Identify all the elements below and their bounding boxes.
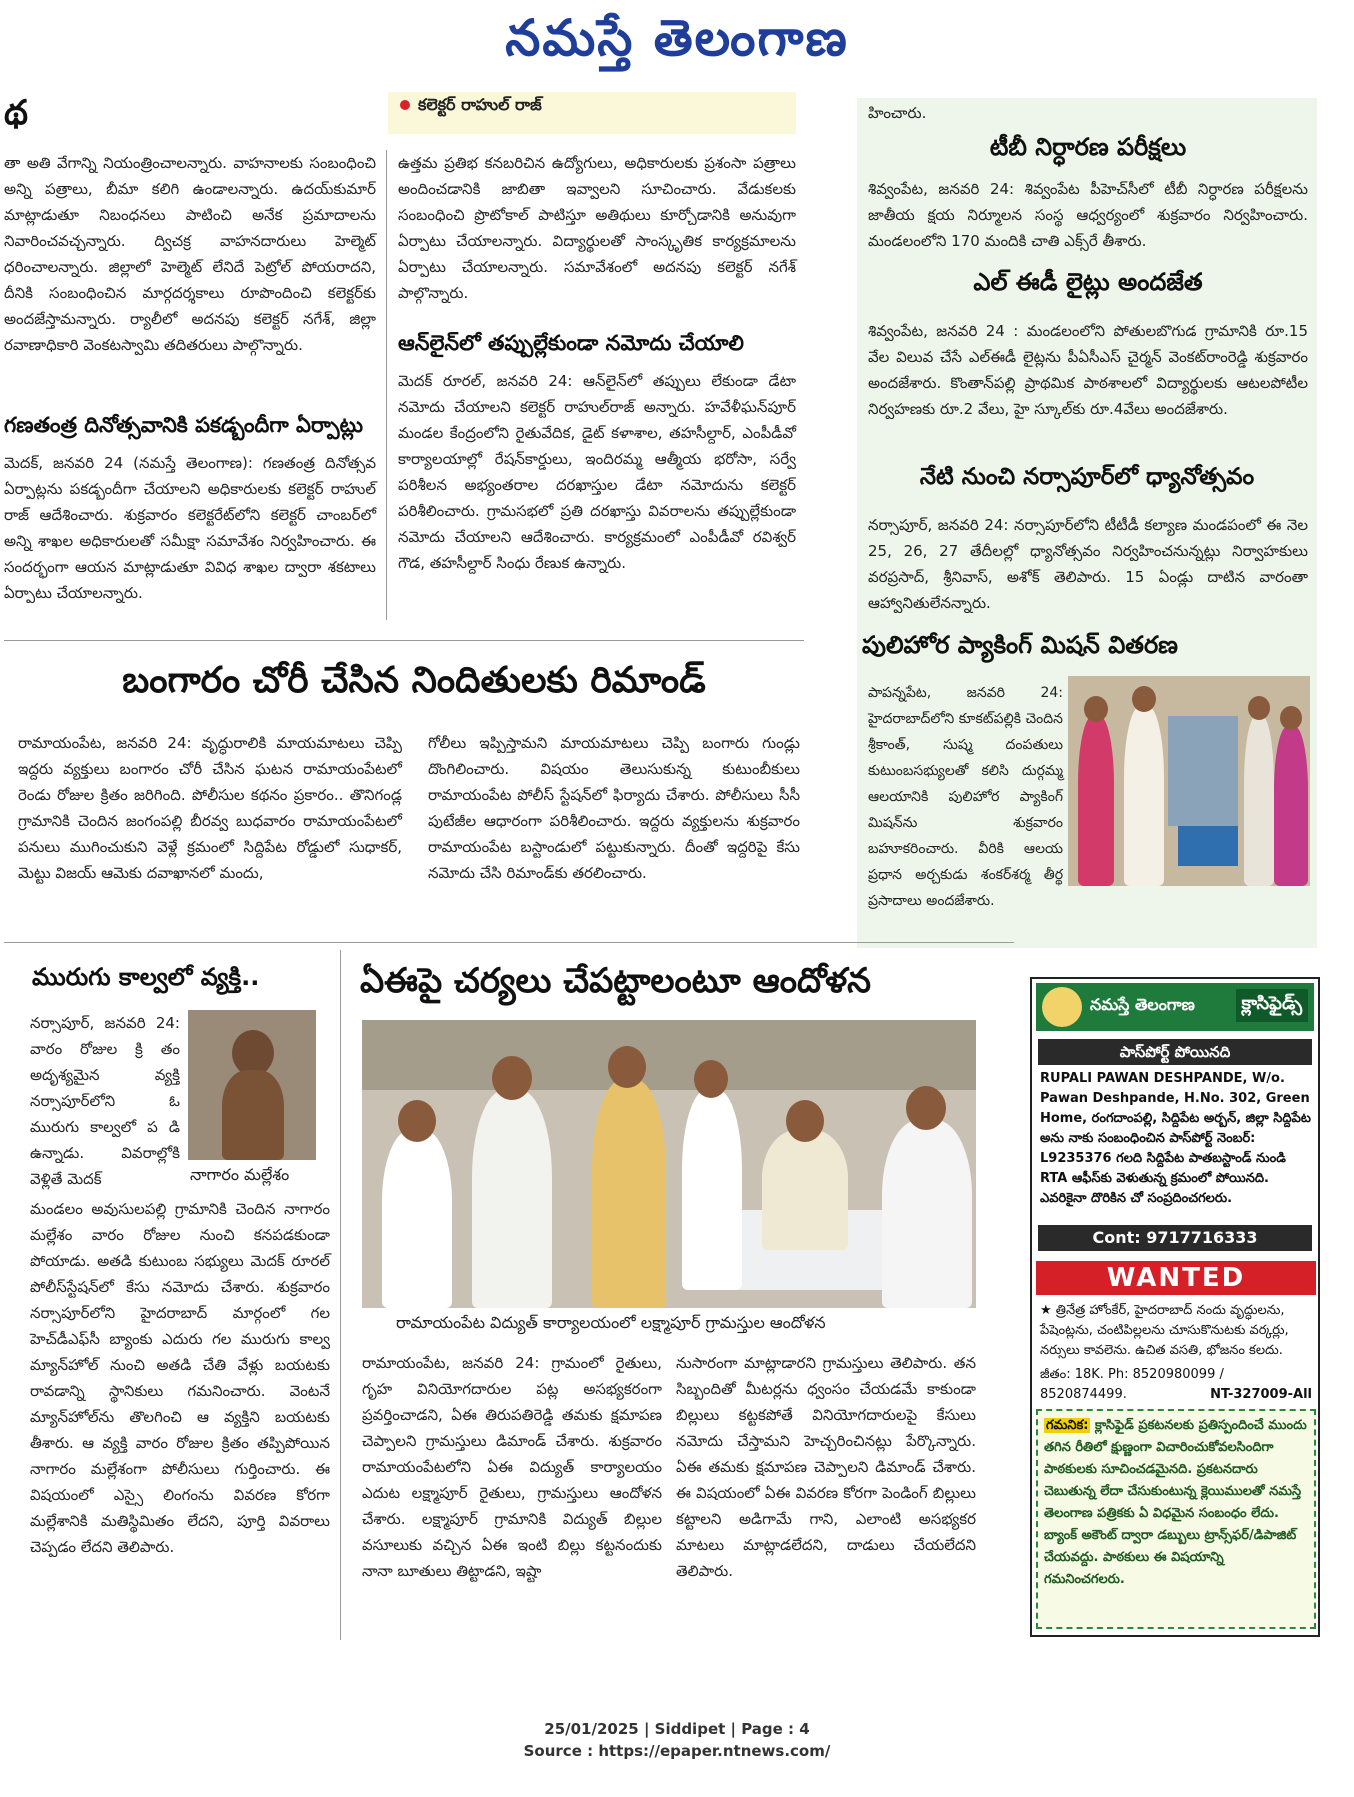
classifieds-box xyxy=(1030,977,1320,1637)
page-footer xyxy=(0,1718,1354,1762)
wanted-salary: జీతం: 18K. Ph: 8520980099 / 8520874499. xyxy=(1040,1367,1224,1402)
ae-headline: ఏఈపై చర్యలు చేపట్టాలంటూ ఆందోళన xyxy=(360,961,872,1001)
online-headline: ఆన్‌లైన్‌లో తప్పుల్లేకుండా నమోదు చేయాలి xyxy=(398,331,744,355)
masthead-title: నమస్తే తెలంగాణ xyxy=(505,8,849,67)
classifieds-brand: నమస్తే తెలంగాణ xyxy=(1090,995,1195,1014)
left-heading-fragment: థ xyxy=(4,93,29,133)
republic-body: మెదక్, జనవరి 24 (నమస్తే తెలంగాణ): గణతంత్ర దినోత్సవ ఏర్పాట్లను పకడ్బందీగా చేయాలని అధికారులకు కలెక్టర్ రాహుల్ రాజ్ ఆదేశించారు. శుక్రవారం కలెక్టరేట్‌లోని కలెక్టర్ చాంబర్‌లో అన్ని శాఖల అధికారులతో సమీక్షా సమావేశం నిర్వహించారు. ఈ సందర్భంగా ఆయన మాట్లాడుతూ వివిధ శాఖల ద్వారా శకటాలు ఏర్పాటు చేయాలన్నారు. xyxy=(4,454,376,602)
pulihora-body: పాపన్నపేట, జనవరి 24: హైదరాబాద్‌లోని కూకట్‌పల్లికి చెందిన శ్రీకాంత్, సుష్మ దంపతులు కుటుంబసభ్యులతో కలిసి దుర్గమ్మ ఆలయానికి పులిహోర ప్యాకింగ్ మిషన్‌ను శుక్రవారం బహూకరించారు. వీరికి ఆలయ ప్రధాన అర్చకుడు శంకర్‌శర్మ తీర్థ ప్రసాదాలు అందజేశారు. xyxy=(868,685,1063,909)
footer-source: Source : https://epaper.ntnews.com/ xyxy=(523,1742,831,1760)
republic-headline: గణతంత్ర దినోత్సవానికి పకడ్బందీగా ఏర్పాట్లు xyxy=(4,413,364,437)
murugu-photo-caption: నాగారం మల్లేశం xyxy=(190,1165,290,1184)
pulihora-headline: పులిహోర ప్యాకింగ్ మిషన్ వితరణ xyxy=(862,631,1178,659)
newspaper-logo-icon xyxy=(1042,987,1082,1027)
classifieds-header xyxy=(1036,983,1314,1031)
column-rule xyxy=(340,950,341,1640)
ae-col2: నుసారంగా మాట్లాడారని గ్రామస్తులు తెలిపారు. తన సిబ్బందితో మీటర్లను ధ్వంసం చేయడమే కాకుండా బిల్లులు కట్టకపోతే వినియోగదారులపై కేసులు నమోదు చేస్తామని హెచ్చరించినట్లు పేర్కొన్నారు. ఏఈ తమకు క్షమాపణ చెప్పాలని డిమాండ్ చేశారు. ఈ విషయంలో ఏఈ వివరణ కోరగా పెండింగ్ బిల్లులు కట్టాలని అడిగామే గాని, ఎలాంటి అసభ్యకర మాటలు మాట్లాడలేదని, దాడులు చేయలేదని తెలిపారు. xyxy=(676,1354,976,1580)
section-rule xyxy=(4,640,804,641)
passport-lost-body: RUPALI PAWAN DESHPANDE, W/o. Pawan Deshpande, H.No. 302, Green Home, రంగదాంపల్లి, సిద్దిపేట అర్బన్, జిల్లా సిద్దిపేట అను నాకు సంబంధించిన పాస్‌పోర్ట్ నెంబర్: L9235376 గలది సిద్దిపేట పాతబస్టాండ్ నుండి RTA ఆఫీస్‌కు వెళుతున్న క్రమంలో పోయినది. ఎవరికైనా దొరికిన చో సంప్రదించగలరు. xyxy=(1040,1071,1311,1206)
gold-headline: బంగారం చోరీ చేసిన నిందితులకు రిమాండ్ xyxy=(122,660,706,701)
online-body: మెదక్ రూరల్, జనవరి 24: ఆన్‌లైన్‌లో తప్పులు లేకుండా డేటా నమోదు చేయాలని కలెక్టర్ రాహుల్‌రాజ్ అన్నారు. హవేళీఘన్‌పూర్ మండల కేంద్రంలోని రైతువేదిక, డైట్ కళాశాల, తహసీల్దార్, ఎంపీడీవో కార్యాలయాల్లో రేషన్‌కార్డులు, ఇందిరమ్మ ఆత్మీయ భరోసా, సర్వే పరిశీలన అభ్యంతరాల దరఖాస్తుల డేటా నమోదును కలెక్టర్ పరిశీలించారు. గ్రామసభలో ప్రతి దరఖాస్తు వివరాలను తప్పుల్లేకుండా నమోదు చేయాలని ఆదేశించారు. కార్యక్రమంలో ఎంపీడీవో రవిశ్వర్ గౌడ, తహసీల్దార్ సింధు రేణుక ఉన్నారు. xyxy=(398,372,796,572)
classifieds-notice xyxy=(1036,1409,1316,1629)
pulihora-photo xyxy=(1068,676,1310,886)
dhyana-body: నర్సాపూర్, జనవరి 24: నర్సాపూర్‌లోని టీటీడీ కల్యాణ మండపంలో ఈ నెల 25, 26, 27 తేదీలల్లో ధ్యానోత్సవం నిర్వహించనున్నట్లు నిర్వాహకులు వరప్రసాద్, శ్రీనివాస్, అశోక్ తెలిపారు. 15 ఏండ్లు దాటిన వారంతా ఆహ్వానితులేనన్నారు. xyxy=(868,516,1308,612)
wanted-banner: WANTED xyxy=(1036,1261,1316,1295)
collector-tag: కలెక్టర్ రాహుల్ రాజ్ xyxy=(418,95,542,114)
tb-headline: టీబీ నిర్ధారణ పరీక్షలు xyxy=(989,133,1187,161)
murugu-headline: మురుగు కాల్వలో వ్యక్తి.. xyxy=(32,963,260,991)
passport-lost-title: పాస్‌పోర్ట్ పోయినది xyxy=(1038,1039,1312,1065)
wanted-code: NT-327009-All xyxy=(1210,1387,1312,1402)
murugu-top-body: నర్సాపూర్, జనవరి 24: వారం రోజుల క్రి తం అదృశ్యమైన వ్యక్తి నర్సాపూర్‌లోని ఓ మురుగు కాల్వలో ప డి ఉన్నాడు. వివరాల్లోకి వెళ్లితే మెదక్ xyxy=(30,1014,180,1188)
passport-contact: Cont: 9717716333 xyxy=(1038,1225,1312,1251)
tb-lead: హించారు. xyxy=(868,104,927,122)
dhyana-headline: నేటి నుంచి నర్సాపూర్‌లో ధ్యానోత్సవం xyxy=(919,464,1255,490)
notice-body: క్లాసిఫైడ్ ప్రకటనలకు ప్రతిస్పందించే ముందు తగిన రీతిలో క్షుణ్ణంగా విచారించుకోవలసిందిగా పాఠకులకు సూచించడమైనది. ప్రకటనదారు చెబుతున్న లేదా చేసుకుంటున్న క్లెయిములతో నమస్తే తెలంగాణ పత్రికకు ఏ విధమైన సంబంధం లేదు. బ్యాంక్ అకౌంట్ ద్వారా డబ్బులు ట్రాన్స్‌ఫర్/డిపాజిట్ చేయవద్దు. పాఠకులు ఈ విషయాన్ని గమనించగలరు. xyxy=(1044,1418,1307,1587)
footer-date-page: 25/01/2025 | Siddipet | Page : 4 xyxy=(544,1720,810,1738)
led-body: శివ్వంపేట, జనవరి 24 : మండలంలోని పోతులబొగుడ గ్రామానికి రూ.15 వేల విలువ చేసే ఎల్‌ఈడీ లైట్లను పీఏసీఎస్ చైర్మన్ వెంకట్‌రాంరెడ్డి శుక్రవారం అందజేశారు. కొంతాన్‌పల్లి ప్రాథమిక పాఠశాలలో విద్యార్థులకు ఆటలపోటీల నిర్వహణకు రూ.2 వేలు, హై స్కూల్‌కు రూ.4వేలు అందజేశారు. xyxy=(868,322,1308,418)
ae-col1: రామాయంపేట, జనవరి 24: గ్రామంలో రైతులు, గృహ వినియోగదారుల పట్ల అసభ్యకరంగా ప్రవర్తించాడని, ఏఈ తిరుపతిరెడ్డి తమకు క్షమాపణ చెప్పాలని గ్రామస్తులు డిమాండ్ చేశారు. శుక్రవారం రామాయంపేటలోని ఏఈ విద్యుత్ కార్యాలయం ఎదుట లక్ష్మాపూర్ రైతులు, గ్రామస్తులు ఆందోళన చేశారు. లక్ష్మాపూర్ గ్రామానికి విద్యుత్ బిల్లుల వసూలుకు వచ్చిన ఏఈ ఇంటి బిల్లు కట్టనందుకు నానా బూతులు తిట్టాడని, ఇష్టా xyxy=(362,1354,662,1580)
mid-top-body: ఉత్తమ ప్రతిభ కనబరిచిన ఉద్యోగులు, అధికారులకు ప్రశంసా పత్రాలు అందించడానికి జాబితా ఇవ్వాలని సూచించారు. వేడుకలకు సంబంధించి ప్రొటోకాల్ పాటిస్తూ అతిథులు కూర్చోడానికి అనువుగా ఏర్పాటు చేయాలన్నారు. విద్యార్థులతో సాంస్కృతిక కార్యక్రమాలను ఏర్పాటు చేయాలన్నారు. సమావేశంలో అదనపు కలెక్టర్ నగేశ్ పాల్గొన్నారు. xyxy=(398,154,796,302)
wanted-body: ★ త్రినేత్ర హోంకేర్, హైదరాబాద్ నందు వృద్ధులను, పేషెంట్లను, చంటిపిల్లలను చూసుకొనుటకు వర్కర్లు, నర్సులు కావలెను. ఉచిత వసతి, భోజనం కలదు. xyxy=(1040,1303,1289,1358)
ae-photo xyxy=(362,1020,976,1308)
left-top-body: తా అతి వేగాన్ని నియంత్రించాలన్నారు. వాహనాలకు సంబంధించి అన్ని పత్రాలు, బీమా కలిగి ఉండాలన్నారు. ఉదయ్‌కుమార్ మాట్లాడుతూ నిబంధనలు పాటించి అనేక ప్రమాదాలను నివారించవచ్చన్నారు. ద్విచక్ర వాహనదారులు హెల్మెట్ ధరించాలన్నారు. జిల్లాలో హెల్మెట్ లేనిదే పెట్రోల్ పోయరాదని, దీనికి సంబంధించిన మార్గదర్శకాలు రూపొందించి కలెక్టర్‌కు అందజేస్తామన్నారు. ర్యాలీలో అదనపు కలెక్టర్ నగేశ్, జిల్లా రవాణాధికారి వెంకటస్వామి తదితరులు పాల్గొన్నారు. xyxy=(4,154,376,354)
classifieds-label: క్లాసిఫైడ్స్ xyxy=(1236,989,1309,1022)
gold-col2: గోలీలు ఇప్పిస్తామని మాయమాటలు చెప్పి బంగారు గుండ్లు దొంగిలించారు. విషయం తెలుసుకున్న కుటుంబీకులు రామాయంపేట పోలీస్ స్టేషన్‌లో ఫిర్యాదు చేశారు. పోలీసులు సీసీ పుటేజీల ఆధారంగా పరిశీలించారు. ఇద్దరు వ్యక్తులను శుక్రవారం రామాయంపేట బస్టాండులో పట్టుకున్నారు. దీంతో ఇద్దరిపై కేసు నమోదు చేసి రిమాండ్‌కు తరలించారు. xyxy=(428,734,800,882)
red-bullet-icon xyxy=(400,100,410,110)
murugu-photo xyxy=(188,1010,316,1160)
column-rule xyxy=(386,150,387,620)
tb-body: శివ్వంపేట, జనవరి 24: శివ్వంపేట పీహెచ్‌సీలో టీబీ నిర్ధారణ పరీక్షలను జాతీయ క్షయ నిర్మూలన సంస్థ ఆధ్వర్యంలో శుక్రవారం నిర్వహించారు. మండలంలోని 170 మందికి చాతి ఎక్స్‌రే తీశారు. xyxy=(868,180,1308,250)
murugu-body: మండలం అవుసులపల్లి గ్రామానికి చెందిన నాగారం మల్లేశం వారం రోజుల నుంచి కనపడకుండా పోయాడు. అతడి కుటుంబ సభ్యులు మెదక్ రూరల్ పోలీస్‌స్టేషన్‌లో కేసు నమోదు చేశారు. శుక్రవారం నర్సాపూర్‌లోని హైదరాబాద్ మార్గంలో గల హెచ్‌డీఎఫ్‌సీ బ్యాంకు ఎదురు గల మురుగు కాల్వ మ్యాన్‌హోల్ నుంచి అతడి చేతి వేళ్లు బయటకు రావడాన్ని స్థానికులు గమనించారు. వెంటనే మ్యాన్‌హోల్‌ను తొలగించి ఆ వ్యక్తిని బయటకు తీశారు. ఆ వ్యక్తి వారం రోజుల క్రితం తప్పిపోయిన నాగారం మల్లేశంగా పోలీసులు గుర్తించారు. ఈ విషయంలో ఎస్సై లింగంను వివరణ కోరగా మల్లేశానికి మతిస్థిమితం లేదని, పూర్తి వివరాలు చెప్పడం లేదని తెలిపారు. xyxy=(30,1200,330,1556)
ae-photo-caption: రామాయంపేట విద్యుత్ కార్యాలయంలో లక్ష్మాపూర్ గ్రామస్తుల ఆందోళన xyxy=(396,1313,826,1332)
section-rule xyxy=(4,942,1014,943)
gold-col1: రామాయంపేట, జనవరి 24: వృద్ధురాలికి మాయమాటలు చెప్పి ఇద్దరు వ్యక్తులు బంగారం చోరీ చేసిన ఘటన రామాయంపేటలో రెండు రోజుల క్రితం జరిగింది. పోలీసుల కథనం ప్రకారం.. తొనిగండ్ల గ్రామానికి చెందిన జంగంపల్లి బీరవ్వ బుధవారం రామాయంపేటలో పనులు ముగించుకుని వెళ్లే క్రమంలో సిద్దిపేట రోడ్డులో సుధాకర్, మెట్టు విజయ్ ఆమెకు దవాఖానలో మందు, xyxy=(18,734,402,882)
notice-tag: గమనిక: xyxy=(1046,1418,1089,1433)
led-headline: ఎల్ ఈడీ లైట్లు అందజేత xyxy=(973,268,1203,296)
